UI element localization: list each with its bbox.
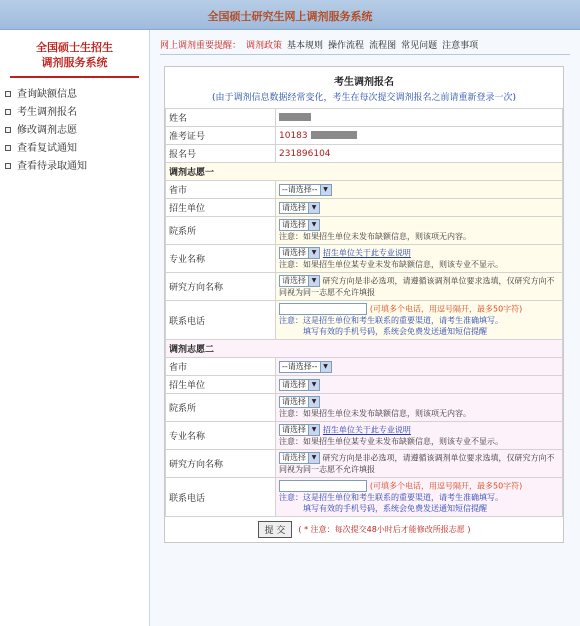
sidebar — [0, 30, 150, 626]
sidebar-item-label: 修改调剂志愿 — [17, 125, 77, 136]
sidebar-brand — [10, 40, 139, 70]
phone-input[interactable] — [279, 480, 367, 492]
top-banner — [0, 0, 580, 30]
field-label: 研究方向名称 — [166, 273, 276, 301]
unit-select[interactable] — [279, 202, 320, 214]
chevron-down-icon: ▼ — [308, 276, 319, 286]
tab-notes[interactable]: 注意事项 — [442, 41, 479, 51]
chevron-down-icon: ▼ — [308, 248, 319, 258]
select-value: 请选择 — [282, 220, 306, 229]
field-label: 招生单位 — [166, 376, 276, 394]
field-label: 院系所 — [166, 217, 276, 245]
tab-process[interactable]: 操作流程 — [328, 41, 365, 51]
field-cell — [276, 478, 563, 517]
field-cell — [276, 181, 563, 199]
field-label: 联系电话 — [166, 301, 276, 340]
sidebar-item-apply[interactable] — [5, 104, 149, 122]
sidebar-item-admission-notice[interactable] — [5, 158, 149, 176]
select-value: 请选择 — [282, 397, 306, 406]
field-note: 注意：如果招生单位未发布缺额信息，则该项无内容。 — [279, 409, 471, 418]
field-label: 专业名称 — [166, 245, 276, 273]
ticket-value — [276, 127, 563, 145]
field-label: 招生单位 — [166, 199, 276, 217]
apply-form-table — [165, 108, 563, 517]
phone-note: 填写有效的手机号码，系统会免费发送通知短信提醒 — [303, 504, 487, 513]
field-label: 研究方向名称 — [166, 450, 276, 478]
field-cell — [276, 245, 563, 273]
tab-divider — [160, 54, 570, 55]
important-notice-label: 网上调剂重要提醒： — [160, 41, 242, 51]
select-value: 请选择 — [282, 379, 306, 389]
phone-note: 注意：这是招生单位和考生联系的重要渠道，请考生准确填写。 — [279, 316, 503, 325]
major-select[interactable] — [279, 424, 320, 436]
chevron-down-icon: ▼ — [308, 203, 319, 213]
field-note: 注意：如果招生单位某专业未发布缺额信息，则该专业不显示。 — [279, 437, 503, 446]
field-cell — [276, 199, 563, 217]
province-select[interactable] — [279, 361, 332, 373]
form-title: 考生调剂报名 — [334, 77, 394, 88]
field-label: 联系电话 — [166, 478, 276, 517]
tab-policy[interactable]: 调剂政策 — [246, 41, 283, 51]
apply-form-panel — [164, 66, 564, 543]
phone-hint: (可填多个电话，用逗号隔开，最多50字符) — [369, 304, 523, 314]
brand-line-1: 全国硕士生招生 — [36, 41, 113, 54]
phone-note: 注意：这是招生单位和考生联系的重要渠道，请考生准确填写。 — [279, 493, 503, 502]
select-value: 请选择 — [282, 276, 306, 285]
select-value: 请选择 — [282, 453, 306, 462]
tab-flowchart[interactable]: 流程图 — [369, 41, 397, 51]
main-area — [150, 30, 580, 626]
field-note: 注意：如果招生单位某专业未发布缺额信息，则该专业不显示。 — [279, 260, 503, 269]
phone-hint: (可填多个电话，用逗号隔开，最多50字符) — [369, 481, 523, 491]
chevron-down-icon: ▼ — [308, 425, 319, 435]
square-bullet-icon — [5, 145, 11, 151]
chevron-down-icon: ▼ — [308, 397, 319, 407]
section-title: 调剂志愿二 — [166, 340, 563, 358]
sidebar-item-retest-notice[interactable] — [5, 140, 149, 158]
field-label: 院系所 — [166, 394, 276, 422]
sidebar-item-label: 查看待录取通知 — [17, 161, 87, 172]
research-direction-select[interactable] — [279, 452, 320, 464]
field-label: 省市 — [166, 181, 276, 199]
brand-line-2: 调剂服务系统 — [41, 56, 108, 69]
department-select[interactable] — [279, 396, 320, 408]
sidebar-menu — [5, 86, 149, 176]
form-subtitle: (由于调剂信息数据经常变化，考生在每次提交调剂报名之前请重新登录一次) — [211, 93, 517, 103]
field-cell — [276, 376, 563, 394]
chevron-down-icon: ▼ — [308, 453, 319, 463]
field-label: 姓名 — [166, 109, 276, 127]
chevron-down-icon: ▼ — [320, 362, 331, 372]
department-select[interactable] — [279, 219, 320, 231]
select-value: --请选择-- — [282, 184, 318, 194]
brand-divider — [10, 76, 139, 78]
select-value: --请选择-- — [282, 361, 318, 371]
field-label: 省市 — [166, 358, 276, 376]
submit-button[interactable]: 提 交 — [258, 521, 293, 538]
section-title: 调剂志愿一 — [166, 163, 563, 181]
research-direction-select[interactable] — [279, 275, 320, 287]
field-label: 准考证号 — [166, 127, 276, 145]
redacted-block — [311, 131, 357, 139]
square-bullet-icon — [5, 109, 11, 115]
registration-number: 231896104 — [276, 145, 563, 163]
name-value — [276, 109, 563, 127]
sidebar-item-modify[interactable] — [5, 122, 149, 140]
province-select[interactable] — [279, 184, 332, 196]
field-note: 研究方向是非必选项，请遵循该调剂单位要求选填，仅研究方向不同视为同一志愿不允许填报 — [279, 453, 555, 474]
ticket-number-prefix: 10183 — [279, 130, 308, 141]
field-cell — [276, 273, 563, 301]
sidebar-item-query-vacancy[interactable] — [5, 86, 149, 104]
tab-rules[interactable]: 基本规则 — [287, 41, 324, 51]
sidebar-item-label: 考生调剂报名 — [17, 107, 77, 118]
choice-section-header — [166, 163, 563, 181]
sidebar-item-label: 查看复试通知 — [17, 143, 77, 154]
choice-section-header — [166, 340, 563, 358]
field-cell — [276, 301, 563, 340]
major-description-link[interactable]: 招生单位关于此专业说明 — [322, 425, 411, 435]
tab-faq[interactable]: 常见问题 — [401, 41, 438, 51]
field-cell — [276, 450, 563, 478]
major-select[interactable] — [279, 247, 320, 259]
square-bullet-icon — [5, 91, 11, 97]
chevron-down-icon: ▼ — [308, 380, 319, 390]
square-bullet-icon — [5, 163, 11, 169]
field-cell — [276, 394, 563, 422]
select-value: 请选择 — [282, 202, 306, 212]
field-note: 注意：如果招生单位未发布缺额信息，则该项无内容。 — [279, 232, 471, 241]
field-label: 报名号 — [166, 145, 276, 163]
select-value: 请选择 — [282, 425, 306, 434]
phone-input[interactable] — [279, 303, 367, 315]
submit-note: ( * 注意：每次提交48小时后才能修改所报志愿 ) — [298, 525, 471, 534]
field-cell — [276, 217, 563, 245]
field-note: 研究方向是非必选项，请遵循该调剂单位要求选填，仅研究方向不同视为同一志愿不允许填报 — [279, 276, 555, 297]
system-title: 全国硕士研究生网上调剂服务系统 — [207, 10, 373, 23]
square-bullet-icon — [5, 127, 11, 133]
phone-note: 填写有效的手机号码，系统会免费发送通知短信提醒 — [303, 327, 487, 336]
unit-select[interactable] — [279, 379, 320, 391]
redacted-block — [279, 113, 311, 121]
field-cell — [276, 422, 563, 450]
field-cell — [276, 358, 563, 376]
tab-bar — [160, 38, 570, 52]
chevron-down-icon: ▼ — [320, 185, 331, 195]
chevron-down-icon: ▼ — [308, 220, 319, 230]
field-label: 专业名称 — [166, 422, 276, 450]
major-description-link[interactable]: 招生单位关于此专业说明 — [322, 248, 411, 258]
submit-row — [165, 517, 563, 542]
select-value: 请选择 — [282, 248, 306, 257]
sidebar-item-label: 查询缺额信息 — [17, 89, 77, 100]
